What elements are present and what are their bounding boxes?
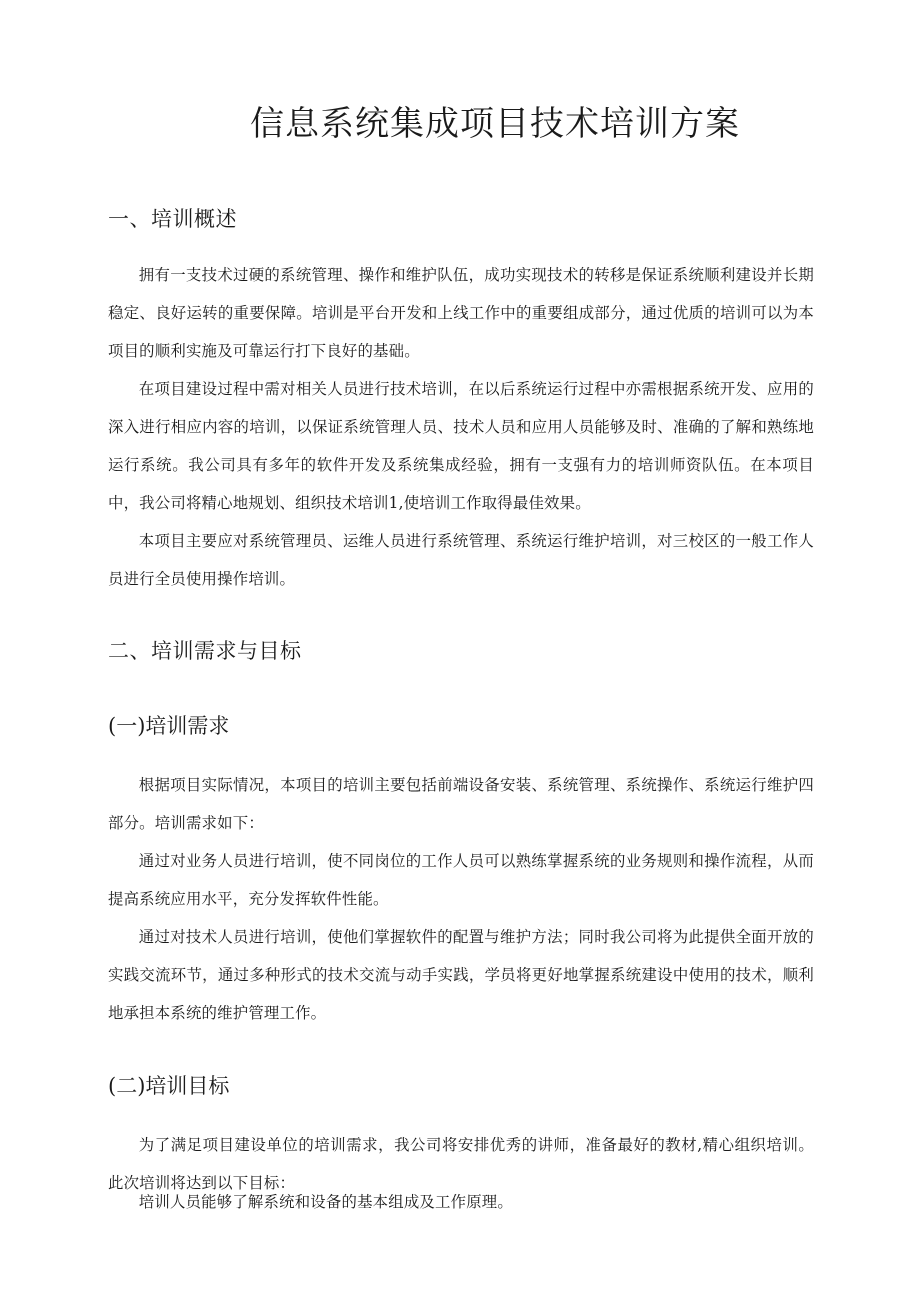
- paragraph: 拥有一支技术过硬的系统管理、操作和维护队伍，成功实现技术的转移是保证系统顺利建设并长期稳定、良好运转的重要保障。培训是平台开发和上线工作中的重要组成部分，通过优质的培训可以为本项目的顺利实施及可靠运行打下良好的基础。: [108, 266, 814, 360]
- paragraph: 根据项目实际情况，本项目的培训主要包括前端设备安装、系统管理、系统操作、系统运行维护四部分。培训需求如下：: [108, 776, 814, 832]
- paragraph: 培训人员能够了解系统和设备的基本组成及工作原理。: [138, 1193, 513, 1211]
- subsection-heading-goals: (二)培训目标: [108, 1074, 230, 1098]
- paragraph: 通过对业务人员进行培训，使不同岗位的工作人员可以熟练掌握系统的业务规则和操作流程，从而提高系统应用水平，充分发挥软件性能。: [108, 852, 814, 908]
- section-heading-overview: 一、培训概述: [108, 207, 237, 231]
- paragraph: 通过对技术人员进行培训，使他们掌握软件的配置与维护方法；同时我公司将为此提供全面开放的实践交流环节，通过多种形式的技术交流与动手实践，学员将更好地掌握系统建设中使用的技术，顺利地承担本系统的维护管理工作。: [108, 928, 814, 1022]
- document-title: 信息系统集成项目技术培训方案: [250, 104, 740, 144]
- paragraph: 为了满足项目建设单位的培训需求，我公司将安排优秀的讲师，准备最好的教材,精心组织培训。此次培训将达到以下目标：: [108, 1136, 814, 1192]
- paragraph: 在项目建设过程中需对相关人员进行技术培训，在以后系统运行过程中亦需根据系统开发、应用的深入进行相应内容的培训，以保证系统管理人员、技术人员和应用人员能够及时、准确的了解和熟练地运行系统。我公司具有多年的软件开发及系统集成经验，拥有一支强有力的培训师资队伍。在本项目中，我公司将精心地规划、组织技术培训1,使培训工作取得最佳效果。: [108, 380, 814, 512]
- paragraph: 本项目主要应对系统管理员、运维人员进行系统管理、系统运行维护培训，对三校区的一般工作人员进行全员使用操作培训。: [108, 532, 814, 588]
- section-heading-needs-goals: 二、培训需求与目标: [108, 639, 302, 663]
- subsection-heading-needs: (一)培训需求: [108, 714, 230, 738]
